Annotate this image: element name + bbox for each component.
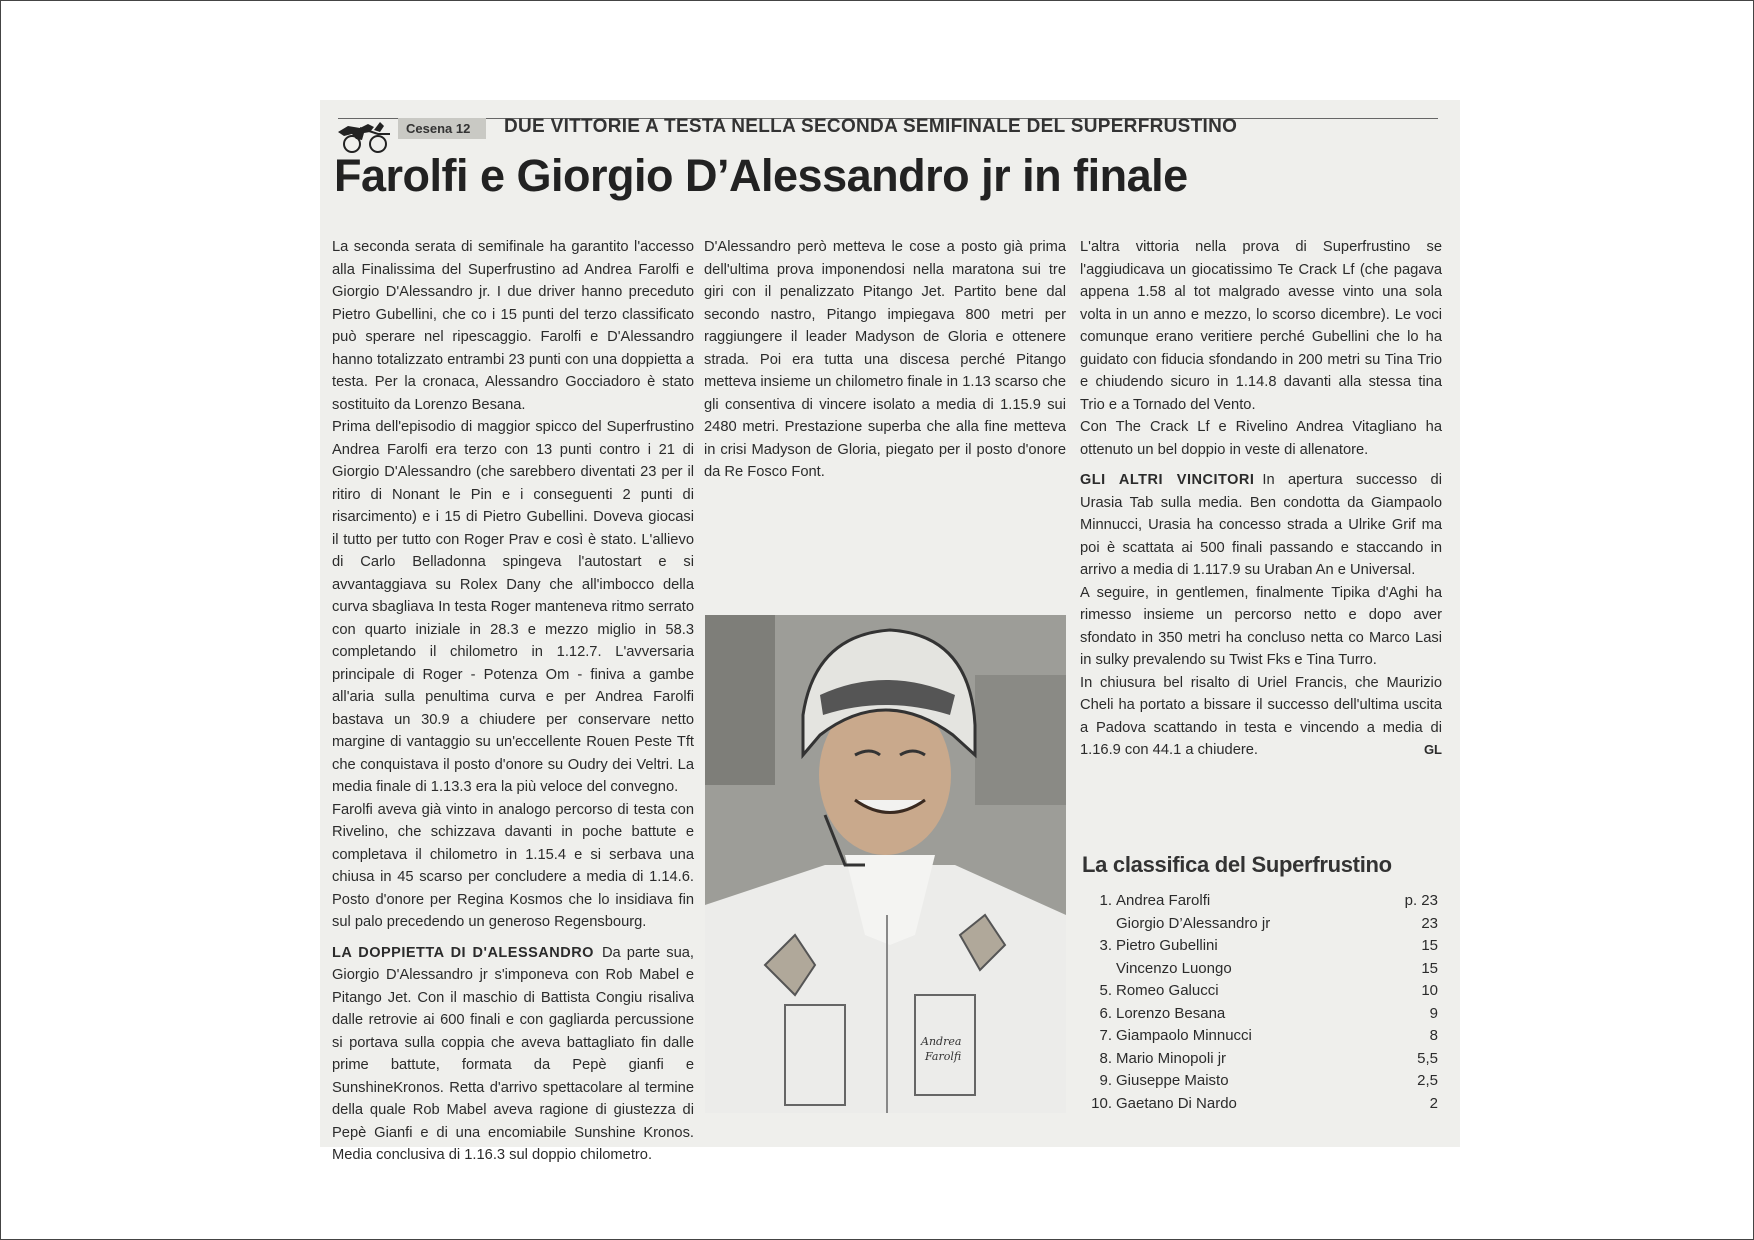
ranking-row xyxy=(1082,1048,1442,1071)
driver-portrait-illustration xyxy=(705,615,1066,1113)
bib-text: Andrea xyxy=(921,1035,962,1048)
ranking-row xyxy=(1082,1070,1442,1093)
paragraph-text: Da parte sua, Giorgio D'Alessandro jr s'imponeva con Rob Mabel e Pitango Jet. Con il maschio di Battista Congiu risaliva dalle retrovie ai 600 finali e con gagliarda percussione si portava sulla coppia che aveva battagliato fin dalle prime battute, formata da Pepè gianfi e SunshineKronos. Retta d'arrivo spettacolare al termine della quale Rob Mabel aveva ragione di giustezza di Pepè Gianfi e di una encomiabile Sunshine Kronos. Media conclusiva di 1.16.3 sul doppio chilometro. xyxy=(332,944,694,1163)
rank-points: 8 xyxy=(1429,1027,1438,1044)
ranking-row xyxy=(1082,1025,1442,1048)
paragraph xyxy=(332,942,694,1167)
rank-driver: Vincenzo Luongo xyxy=(1116,959,1232,977)
rank-position: 8. xyxy=(1099,1049,1112,1067)
paragraph: La seconda serata di semifinale ha garantito l'accesso alla Finalissima del Superfrustino ad Andrea Farolfi e Giorgio D'Alessandro jr. I due driver hanno preceduto Pietro Gubellini, che co i 15 punti del terzo classificato può sperare nel ripescaggio. Farolfi e D'Alessandro hanno totalizzato entrambi 23 punti con una doppietta a testa. Per la cronaca, Alessandro Gocciadoro è stato sostituito da Lorenzo Besana. xyxy=(332,239,694,413)
rank-points: 15 xyxy=(1421,959,1438,977)
subheading: GLI ALTRI VINCITORI xyxy=(1080,472,1255,488)
ranking-title: La classifica del Superfrustino xyxy=(1082,852,1392,877)
rank-position: 7. xyxy=(1099,1027,1112,1044)
ranking-row xyxy=(1082,1093,1442,1116)
rank-driver: Giampaolo Minnucci xyxy=(1116,1027,1252,1044)
rank-position: 3. xyxy=(1099,937,1112,954)
rank-driver: Andrea Farolfi xyxy=(1116,892,1211,909)
paragraph: Con The Crack Lf e Rivelino Andrea Vitagliano ha ottenuto un bel doppio in veste di allenatore. xyxy=(1080,419,1442,458)
kicker: DUE VITTORIE A TESTA NELLA SECONDA SEMIFINALE DEL SUPERFRUSTINO xyxy=(504,116,1238,137)
paragraph: Farolfi aveva già vinto in analogo percorso di testa con Rivelino, che schizzava davanti in poche battute e completava il chilometro in 1.15.4 e si serbava una chiusa in 45 scarso per concludere a media di 1.14.6. Posto d'onore per Regina Kosmos che lo insidiava fin sul palo precedendo un generoso Regensbourg. xyxy=(332,801,694,930)
rank-points: 23 xyxy=(1421,914,1438,932)
ranking-row xyxy=(1082,958,1442,981)
rank-points: p. 23 xyxy=(1404,892,1438,909)
rank-position: 1. xyxy=(1099,892,1112,909)
rank-driver: Gaetano Di Nardo xyxy=(1116,1094,1237,1112)
headline: Farolfi e Giorgio D’Alessandro jr in finale xyxy=(334,150,1188,201)
rank-driver: Lorenzo Besana xyxy=(1116,1004,1226,1022)
driver-photo xyxy=(705,615,1066,1113)
section-tag: Cesena 12 xyxy=(398,118,486,139)
rank-driver: Giuseppe Maisto xyxy=(1116,1072,1229,1089)
rank-points: 15 xyxy=(1421,937,1438,954)
rank-driver: Pietro Gubellini xyxy=(1116,937,1218,954)
rank-points: 9 xyxy=(1429,1004,1438,1022)
paragraph: D'Alessandro però metteva le cose a posto già prima dell'ultima prova imponendosi nella maratona sui tre giri con il penalizzato Pitango Jet. Partito bene dal secondo nastro, Pitango impiegava 800 metri per raggiungere il leader Madyson de Gloria e ottenere strada. Poi era tutta una discesa perché Pitango metteva insieme un chilometro finale in 1.13 scarso che gli consentiva di vincere isolato a media di 1.15.9 sui 2480 metri. Prestazione superba che alla fine metteva in crisi Madyson de Gloria, piegato per il posto d'onore da Re Fosco Font. xyxy=(704,239,1066,480)
article-column-1 xyxy=(332,236,694,1167)
ranking-row xyxy=(1082,913,1442,936)
author-signature: GL xyxy=(1423,742,1442,757)
rank-driver: Mario Minopoli jr xyxy=(1116,1049,1227,1067)
harness-racing-icon xyxy=(334,118,396,154)
rank-points: 2 xyxy=(1429,1094,1438,1112)
subheading: LA DOPPIETTA DI D'ALESSANDRO xyxy=(332,944,594,961)
rank-driver: Romeo Galucci xyxy=(1116,982,1219,999)
rank-points: 5,5 xyxy=(1417,1049,1438,1067)
rank-position: 5. xyxy=(1099,982,1112,999)
article-column-2 xyxy=(704,236,1066,484)
rank-position: 6. xyxy=(1099,1004,1112,1022)
ranking-row xyxy=(1082,1003,1442,1026)
paragraph xyxy=(1080,469,1442,582)
article-column-3 xyxy=(1080,236,1442,762)
newspaper-clipping xyxy=(320,100,1460,1163)
paragraph: Prima dell'episodio di maggior spicco del Superfrustino Andrea Farolfi era terzo con 13 punti contro i 21 di Giorgio D'Alessandro (che sarebbero diventati 23 per il ritiro di Nonant le Pin e i conseguenti 2 punti di risarcimento) e i 15 di Pietro Gubellini. Doveva giocasi il tutto per tutto con Roger Prav e così è stato. L'allievo di Carlo Belladonna spingeva l'autostart e si avvantaggiava su Rolex Dany che all'imbocco della curva sbagliava In testa Roger manteneva ritmo serrato con quarto iniziale in 28.3 e mezzo miglio in 58.3 completando il chilometro in 1.12.7. L'avversaria principale di Roger - Potenza Om - finiva a gambe all'aria sulla penultima curva e per Andrea Farolfi bastava un 30.9 a chiudere per conservare netto margine di vantaggio su un'eccellente Rouen Peste Tft che conquistava il posto d'onore su Oudry dei Veltri. La media finale di 1.13.3 era la più veloce del convegno. xyxy=(332,419,694,795)
ranking-row xyxy=(1082,935,1442,958)
paragraph: A seguire, in gentlemen, finalmente Tipika d'Aghi ha rimesso insieme un percorso netto e dopo aver sfondato in 350 metri ha concluso netta co Marco Lasi in sulky prevalendo su Twist Fks e Tina Turro. xyxy=(1080,584,1442,668)
rank-position: 10. xyxy=(1091,1094,1112,1112)
rank-driver: Giorgio D’Alessandro jr xyxy=(1116,914,1271,932)
paragraph xyxy=(1080,672,1442,762)
paragraph-text: In apertura successo di Urasia Tab sulla media. Ben condotta da Giampaolo Minnucci, Urasia ha concesso strada a Ulrike Grif ma poi è scattata ai 500 finali passando e staccando in arrivo a media di 1.117.9 su Uraban An e Universal. xyxy=(1080,472,1442,578)
rank-position: 9. xyxy=(1099,1072,1112,1089)
rank-points: 2,5 xyxy=(1417,1072,1438,1089)
ranking-table xyxy=(1082,890,1442,1115)
paragraph: L'altra vittoria nella prova di Superfrustino se l'aggiudicava un giocatissimo Te Crack Lf (che pagava appena 1.58 al tot malgrado avesse vinto una sola volta in un anno e mezzo, lo scorso dicembre). Le voci comunque erano veritiere perché Gubellini che lo ha guidato con fiducia sfondando in 200 metri su Tina Trio e chiudendo sicuro in 1.14.8 davanti alla stessa tina Trio e a Tornado del Vento. xyxy=(1080,239,1442,413)
paragraph-text: In chiusura bel risalto di Uriel Francis, che Maurizio Cheli ha portato a bissare il successo dell'ultima uscita a Padova scattando in testa e vincendo a media di 1.16.9 con 44.1 a chiudere. xyxy=(1080,674,1442,758)
ranking-row xyxy=(1082,890,1442,913)
rank-points: 10 xyxy=(1421,982,1438,999)
ranking-row xyxy=(1082,980,1442,1003)
bib-text: Farolfi xyxy=(925,1050,962,1063)
